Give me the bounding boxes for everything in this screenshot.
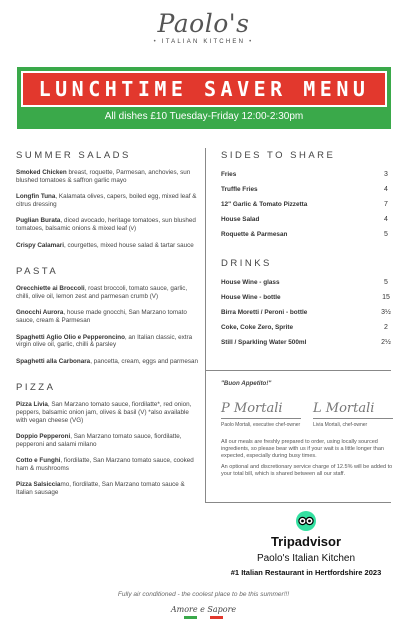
divider xyxy=(206,370,391,371)
section-title-pasta: PASTA xyxy=(16,266,59,278)
banner-subtitle: All dishes £10 Tuesday-Friday 12:00-2:30pm xyxy=(104,111,304,122)
dot-icon: • xyxy=(249,39,254,45)
item-desc: mo, fiordilatte, San Marzano tomato sauce & Italian sausage xyxy=(16,481,185,497)
amore-text: Amore e Sapore xyxy=(170,605,237,614)
menu-item xyxy=(16,358,199,366)
item-desc: breast, roquette, Parmesan, anchovies, sun blushed tomatoes & saffron garlic mayo xyxy=(16,169,191,184)
item-price: 3½ xyxy=(381,309,391,316)
left-column xyxy=(16,150,199,506)
logo-tagline: ITALIAN KITCHEN xyxy=(161,39,246,45)
item-name: House Wine - bottle xyxy=(221,294,281,301)
signature-script: P Mortali xyxy=(221,401,283,416)
item-desc: , fiordilatte, San Marzano tomato sauce, cooked ham & mushrooms xyxy=(16,457,194,472)
signature-line xyxy=(313,418,393,419)
amore-e-sapore xyxy=(0,605,407,619)
item-name: 12" Garlic & Tomato Pizzetta xyxy=(221,201,308,208)
item-desc: , house made gnocchi, San Marzano tomato sauce, cream & Parmesan xyxy=(16,309,187,324)
item-name: House Salad xyxy=(221,216,260,223)
note-service: An optional and discretionary service charge of 12.5% will be added to your total bill, which is shared between all our staff. xyxy=(221,464,393,478)
item-price: 15 xyxy=(382,294,390,301)
item-price: 2½ xyxy=(381,339,391,346)
column-divider xyxy=(205,148,206,503)
item-name: Roquette & Parmesan xyxy=(221,231,288,238)
price-row xyxy=(221,320,393,335)
item-name: Orecchiette ai Broccoli xyxy=(16,285,85,293)
price-row xyxy=(221,197,393,212)
item-name: Crispy Calamari xyxy=(16,241,64,249)
banner-title-box xyxy=(21,71,387,107)
logo xyxy=(0,10,407,45)
item-desc: , an Italian classic, extra virgin olive oil, garlic, chilli & parsley xyxy=(16,333,193,349)
price-row xyxy=(221,227,393,242)
menu-item xyxy=(16,433,199,448)
item-name: Truffle Fries xyxy=(221,186,258,193)
section-title-sides: SIDES TO SHARE xyxy=(221,150,336,161)
signature-name: Livia Mortali, chef-owner xyxy=(313,422,368,428)
price-row xyxy=(221,290,393,305)
item-price: 3 xyxy=(384,171,388,178)
italian-flag-icon xyxy=(184,616,224,619)
item-name: House Wine - glass xyxy=(221,279,280,286)
item-name: Still / Sparkling Water 500ml xyxy=(221,339,307,346)
item-name: Coke, Coke Zero, Sprite xyxy=(221,324,294,331)
tripadvisor-brand: Tripadvisor xyxy=(270,534,342,549)
item-desc: , San Marzano tomato sauce, fiordilatte, pepperoni and salami milano xyxy=(16,433,182,448)
item-price: 2 xyxy=(384,324,388,331)
signature-paolo xyxy=(221,401,301,428)
footer-note: Fully air conditioned - the coolest place to be this summer!!! xyxy=(117,591,290,598)
tripadvisor-badge xyxy=(220,511,392,577)
menu-item xyxy=(16,242,199,250)
menu-banner xyxy=(17,67,391,129)
menu-item xyxy=(16,193,199,208)
item-name: Pizza Salsiccia xyxy=(16,481,61,489)
item-name: Cotto e Funghi xyxy=(16,457,61,465)
item-price: 4 xyxy=(384,186,388,193)
item-price: 5 xyxy=(384,231,388,238)
section-title-pizza: PIZZA xyxy=(16,382,56,394)
section-title-summer-salads: SUMMER SALADS xyxy=(16,150,131,161)
item-name: Smoked Chicken xyxy=(16,169,67,176)
signature-line xyxy=(221,418,301,419)
signatures xyxy=(221,401,393,428)
item-desc: , pancetta, cream, eggs and parmesan xyxy=(90,357,198,365)
item-name: Doppio Pepperoni xyxy=(16,433,71,441)
item-name: Longfin Tuna xyxy=(16,193,56,201)
notes xyxy=(221,439,393,478)
item-name: Fries xyxy=(221,171,237,178)
menu-item xyxy=(16,169,199,184)
menu-item xyxy=(16,217,199,232)
note-fresh: All our meals are freshly prepared to order, using locally sourced ingredients, so please bear with us if your wait is a little longer than expected, especially during busy times. xyxy=(221,439,384,459)
item-price: 4 xyxy=(384,216,388,223)
menu-item xyxy=(16,401,199,424)
signature-script: L Mortali xyxy=(313,401,375,416)
restaurant-name: Paolo's Italian Kitchen xyxy=(256,553,356,564)
item-price: 5 xyxy=(384,279,388,286)
item-desc: , Kalamata olives, capers, boiled egg, mixed leaf & citrus dressing xyxy=(16,193,197,208)
section-title-drinks: DRINKS xyxy=(221,258,272,269)
item-desc: , San Marzano tomato sauce, fiordilatte*, red onion, peppers, balsamic onion jam, olives & basil (V) *also available with vegan cheese (VG) xyxy=(16,401,192,424)
menu-item xyxy=(16,481,199,496)
price-row xyxy=(221,275,393,290)
menu-item xyxy=(16,334,199,349)
item-desc: , diced avocado, heritage tomatoes, sun blushed tomatoes, balsamic onions & mixed leaf (v) xyxy=(16,217,196,232)
award-rank: #1 Italian Restaurant in Hertfordshire 2023 xyxy=(230,568,382,577)
signature-livia xyxy=(313,401,393,428)
price-row xyxy=(221,305,393,320)
price-row xyxy=(221,335,393,350)
owl-icon xyxy=(296,511,316,531)
signature-name: Paolo Mortali, executive chef-owner xyxy=(221,422,301,428)
price-row xyxy=(221,182,393,197)
item-price: 7 xyxy=(384,201,388,208)
item-name: Gnocchi Aurora xyxy=(16,309,64,317)
item-name: Pizza Livia xyxy=(16,401,48,409)
logo-tagline-row xyxy=(0,39,407,45)
item-desc: , courgettes, mixed house salad & tartar sauce xyxy=(63,241,194,249)
price-row xyxy=(221,212,393,227)
item-name: Spaghetti Aglio Olio e Pepperoncino xyxy=(16,333,125,341)
item-name: Birra Moretti / Peroni - bottle xyxy=(221,309,308,316)
dot-icon: • xyxy=(153,39,158,45)
item-desc: , roast broccoli, tomato sauce, garlic, chilli, olive oil, lemon zest and parmesan crumb (V) xyxy=(16,285,188,300)
signoff xyxy=(221,380,393,483)
logo-name: Paolo's xyxy=(157,9,250,38)
divider xyxy=(206,502,391,503)
price-row xyxy=(221,167,393,182)
item-name: Puglian Burata xyxy=(16,217,61,225)
item-name: Spaghetti alla Carbonara xyxy=(16,357,91,365)
buon-appetito: "Buon Appetito!" xyxy=(221,380,272,387)
menu-item xyxy=(16,285,199,300)
menu-item xyxy=(16,309,199,324)
menu-item xyxy=(16,457,199,472)
banner-title: LUNCHTIME SAVER MENU xyxy=(38,77,370,101)
right-column xyxy=(221,150,393,350)
